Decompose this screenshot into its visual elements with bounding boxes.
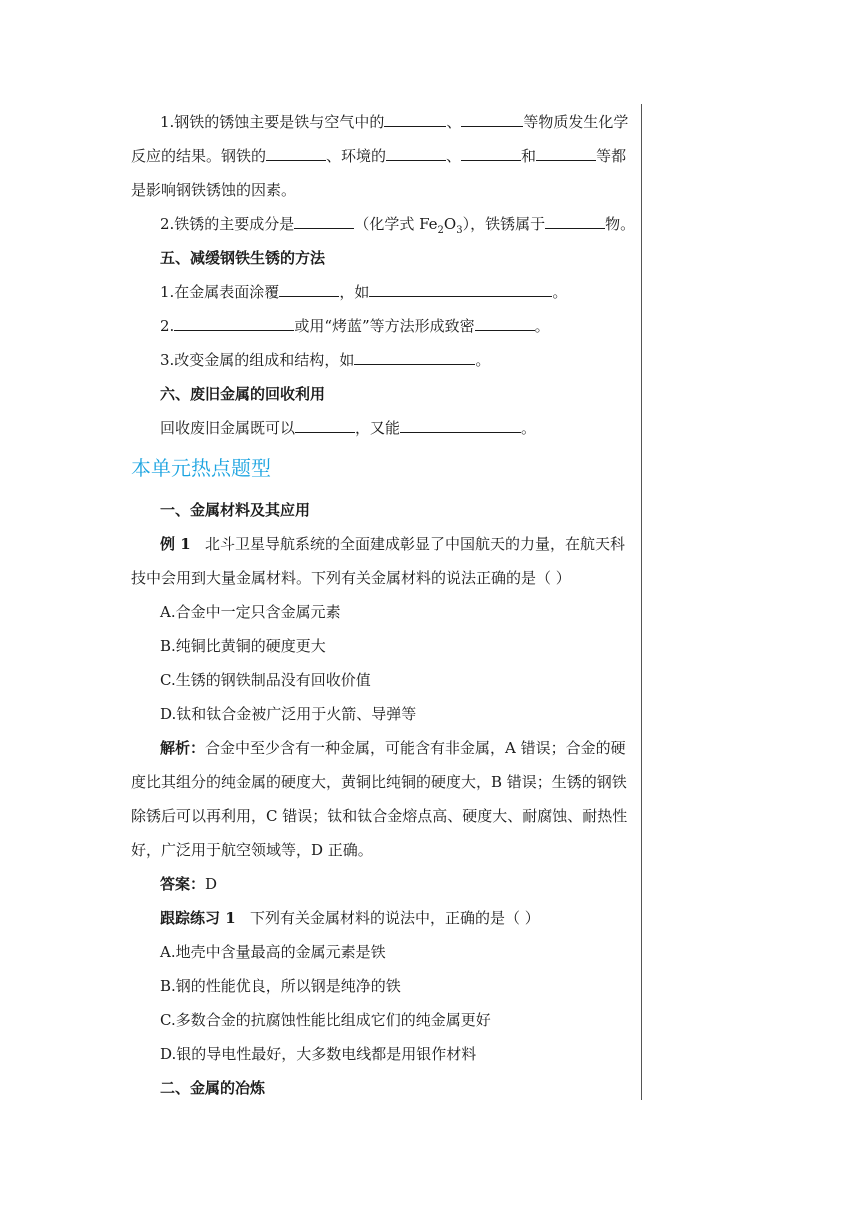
text-line: 技中会用到大量金属材料。下列有关金属材料的说法正确的是（ ） xyxy=(131,569,571,587)
fill-blank xyxy=(174,316,294,331)
text: ），铁锈属于 xyxy=(462,215,546,233)
option: A.合金中一定只含金属元素 xyxy=(160,603,341,621)
text: 。 xyxy=(534,317,550,335)
fill-blank xyxy=(400,418,521,433)
subscript: 3 xyxy=(456,225,463,236)
option: B.钢的性能优良，所以钢是纯净的铁 xyxy=(160,977,401,995)
heading: 六、废旧金属的回收利用 xyxy=(160,385,326,403)
fill-blank xyxy=(386,146,446,161)
fill-blank xyxy=(461,146,521,161)
text: 、环境的 xyxy=(326,147,387,165)
fill-blank xyxy=(384,112,446,127)
text-line: 是影响钢铁锈蚀的因素。 xyxy=(131,181,297,199)
text-line xyxy=(160,214,635,241)
answer-label: 答案： xyxy=(160,875,206,893)
heading: 一、金属材料及其应用 xyxy=(160,501,311,519)
fill-blank xyxy=(266,146,326,161)
text: 等都 xyxy=(596,147,627,165)
option: B.纯铜比黄铜的硬度更大 xyxy=(160,637,326,655)
text-line xyxy=(131,146,626,166)
text-line xyxy=(160,534,625,554)
margin-rule xyxy=(641,104,642,1100)
fill-blank xyxy=(475,316,535,331)
text: 。 xyxy=(552,283,568,301)
text-line: 除锈后可以再利用，C 错误；钛和钛合金熔点高、硬度大、耐腐蚀、耐热性 xyxy=(131,807,628,825)
text: ，又能 xyxy=(355,419,401,437)
fill-blank xyxy=(354,350,475,365)
fill-blank xyxy=(294,214,354,229)
text-line: 度比其组分的纯金属的硬度大，黄铜比纯铜的硬度大，B 错误；生锈的钢铁 xyxy=(131,773,627,791)
practice-label: 跟踪练习 1 xyxy=(160,909,236,927)
subscript: 2 xyxy=(437,225,444,236)
text: 或用“烤蓝”等方法形成致密 xyxy=(294,317,475,335)
text-line: 好，广泛用于航空领域等，D 正确。 xyxy=(131,841,373,859)
option: C.多数合金的抗腐蚀性能比组成它们的纯金属更好 xyxy=(160,1011,491,1029)
fill-blank xyxy=(545,214,605,229)
text: 合金中至少含有一种金属，可能含有非金属，A 错误；合金的硬 xyxy=(205,739,626,757)
text: 。 xyxy=(521,419,537,437)
text: 3.改变金属的组成和结构，如 xyxy=(160,351,355,369)
option: C.生锈的钢铁制品没有回收价值 xyxy=(160,671,371,689)
option: A.地壳中含量最高的金属元素是铁 xyxy=(160,943,386,961)
text: 1.在金属表面涂覆 xyxy=(160,283,280,301)
text-line xyxy=(160,112,628,132)
example-label: 例 1 xyxy=(160,535,191,553)
text: 回收废旧金属既可以 xyxy=(160,419,296,437)
text: 物。 xyxy=(605,215,636,233)
text: 。 xyxy=(475,351,491,369)
text: 和 xyxy=(521,147,537,165)
fill-blank xyxy=(461,112,523,127)
text-line xyxy=(160,282,567,302)
text: 2. xyxy=(160,317,175,335)
analysis-label: 解析： xyxy=(160,739,206,757)
text: 等物质发生化学 xyxy=(523,113,629,131)
fill-blank xyxy=(279,282,339,297)
text: 下列有关金属材料的说法中，正确的是（ ） xyxy=(249,909,540,927)
text-line xyxy=(160,418,536,438)
text-line xyxy=(160,316,550,336)
text: 、 xyxy=(446,113,462,131)
option: D.银的导电性最好，大多数电线都是用银作材料 xyxy=(160,1045,477,1063)
section-title: 本单元热点题型 xyxy=(131,456,271,480)
text: 反应的结果。钢铁的 xyxy=(131,147,267,165)
heading: 二、金属的冶炼 xyxy=(160,1079,266,1097)
text: O xyxy=(443,215,457,233)
text: 北斗卫星导航系统的全面建成彰显了中国航天的力量，在航天科 xyxy=(204,535,625,553)
option: D.钛和钛合金被广泛用于火箭、导弹等 xyxy=(160,705,417,723)
fill-blank xyxy=(536,146,596,161)
text: （化学式 Fe xyxy=(354,215,438,233)
text-line xyxy=(160,738,626,758)
text: 2.铁锈的主要成分是 xyxy=(160,215,295,233)
text: 1.钢铁的锈蚀主要是铁与空气中的 xyxy=(160,113,385,131)
text-line xyxy=(160,874,217,894)
fill-blank xyxy=(369,282,552,297)
fill-blank xyxy=(295,418,355,433)
answer-value: D xyxy=(205,875,218,893)
heading: 五、减缓钢铁生锈的方法 xyxy=(160,249,326,267)
text: 、 xyxy=(446,147,462,165)
text: ，如 xyxy=(339,283,370,301)
text-line xyxy=(160,350,490,370)
text-line xyxy=(160,908,540,928)
